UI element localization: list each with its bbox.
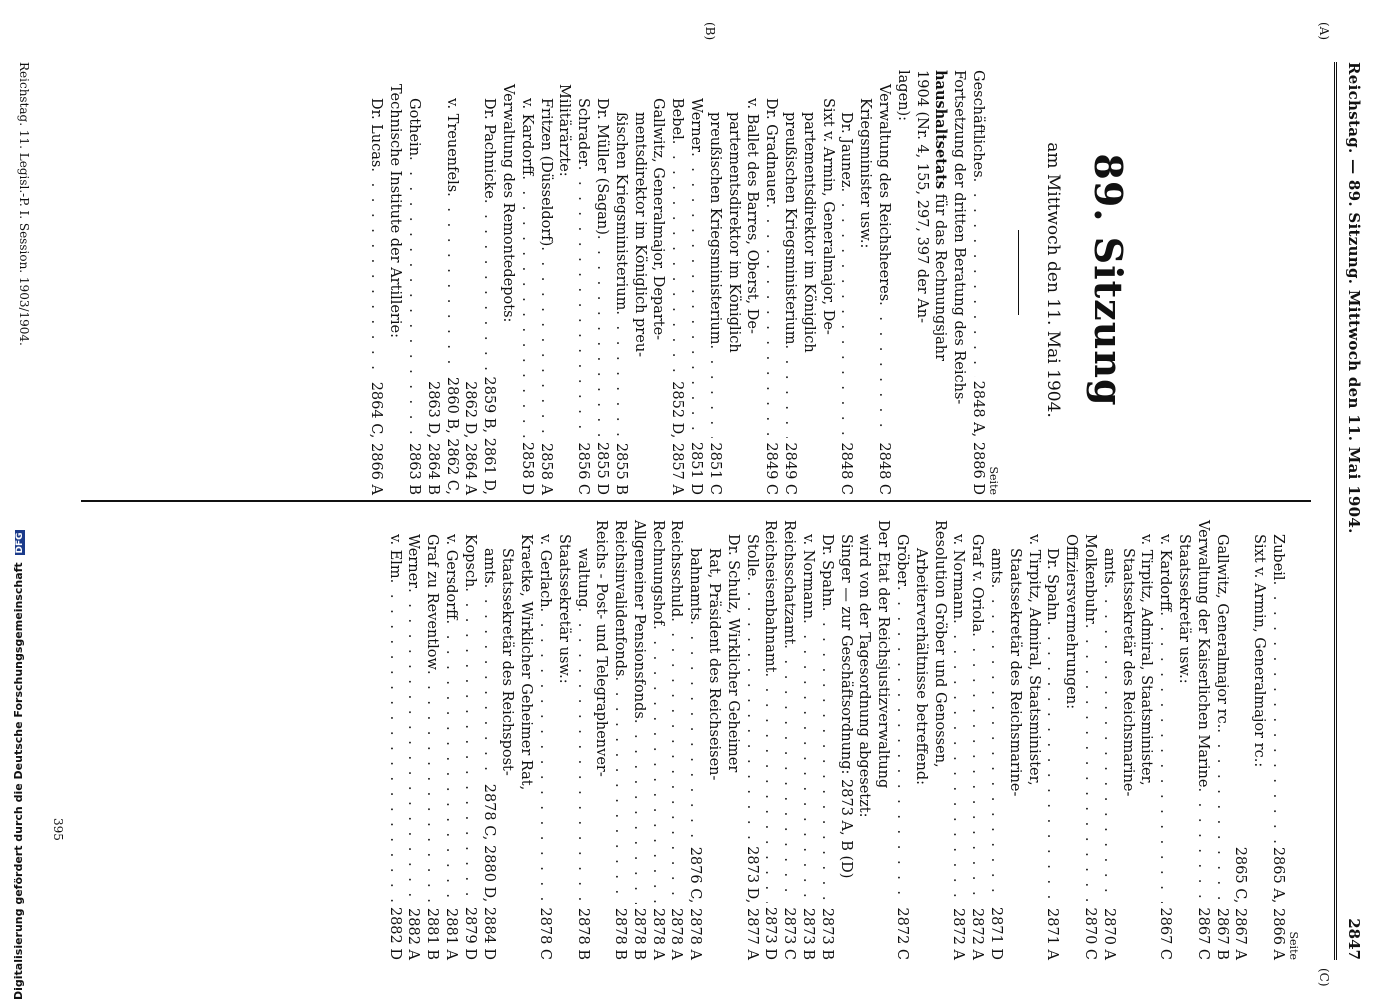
dot-leader [442,192,461,373]
dot-leader [1043,621,1062,904]
entry-label: Dr. Spahn [818,534,835,607]
entry-label: Gothein [406,98,423,157]
entry-label: Dr. Schulz, Wirklicher Geheimer [724,534,741,773]
footer-signature: Reichstag. 11. Legisl.-P. I. Session. 1903/1904. [17,62,31,346]
page-reference: 2878 C [536,907,553,960]
page-reference: 2878 B [574,907,591,960]
entry-label: Staatssekretär des Reichspost- [499,548,516,776]
index-entry [630,70,649,495]
index-entry [441,520,460,960]
entry-label: Gallwitz, Generalmajor, Departe- [650,98,667,341]
dot-leader [422,670,441,904]
dot-leader [742,576,761,842]
index-entry [855,70,874,495]
dot-leader [837,188,856,439]
index-entry [968,70,987,495]
page-reference: 2865 C, 2867 A [1232,846,1249,960]
page-reference: 2855 B [612,442,629,495]
left-entries [367,70,987,495]
entry-label: Rechnungshof [649,520,666,626]
page-reference: 2849 C [782,442,799,495]
entry-label: Singer — zur Geschäftsordnung: 2873 A, B (D) [837,534,854,879]
index-entry [837,70,856,495]
page-reference: 2859 B, 2861 D, [481,376,498,495]
dot-leader [535,608,554,904]
index-entry [573,520,592,960]
page-reference: 2862 D, 2864 A [462,381,479,495]
index-entry [892,520,911,960]
entry-label: wird von der Tagesordnung abgesetzt: [856,534,873,818]
index-entry [911,520,930,960]
entry-label: v. Tirpitz, Admiral, Staatsminister, [1138,534,1155,786]
index-entry [610,520,629,960]
index-entry [386,70,405,495]
dot-leader [761,203,780,438]
index-entry [611,70,630,495]
index-entry [799,70,818,495]
dot-leader [967,632,986,904]
page-reference: 2864 C, 2866 A [368,381,385,495]
dot-leader [761,672,780,902]
index-entry [855,520,874,960]
dot-leader [404,156,423,439]
index-entry [893,70,912,495]
dot-leader [874,301,893,438]
index-entry [385,520,404,960]
index-entry [798,520,817,960]
index-entry [705,70,724,495]
dot-leader [986,584,1005,903]
page-reference: 2871 A [1044,908,1061,960]
page-reference: 2870 A [1100,908,1117,960]
index-entry [1043,520,1062,960]
page-reference: 2882 A [405,908,422,960]
index-entry [761,70,780,495]
index-entry [1174,520,1193,960]
index-entry [1137,520,1156,960]
index-entry [404,520,423,960]
index-entry [555,70,574,495]
page-reference: 2873 B [818,907,835,960]
index-entry [535,520,554,960]
page-reference: 2873 D [762,906,779,960]
index-entry [779,520,798,960]
dot-leader [667,140,686,377]
entry-label: Gröber [894,534,911,587]
title-rule [1018,230,1019,315]
dfg-note: Digitalisierung gefördert durch die Deutsche Forschungsgemeinschaft [12,562,25,1000]
dot-leader [404,588,423,904]
index-entry [516,520,535,960]
page-reference: 2865 A, 2866 A [1270,846,1286,960]
page-reference: 2856 C [575,442,592,495]
entry-label: Staatssekretär des Reichsmarine- [1119,548,1136,797]
index-entry [780,70,799,495]
dot-leader [779,644,798,903]
entry-label: ßischen Kriegsministerium [612,112,629,311]
index-entry [648,520,667,960]
page-reference: 2863 B [406,442,423,495]
margin-marker-c: (C) [1317,968,1331,987]
dot-leader [479,584,498,780]
session-date: am Mittwoch den 11. Mai 1904. [1043,142,1063,418]
index-entry [704,520,723,960]
dot-leader [686,152,705,438]
index-entry [742,520,761,960]
page-reference: 2871 D [988,906,1005,960]
index-entry [1193,520,1212,960]
index-entry [667,70,686,495]
entry-label: mentsdirektor im Königlich preu- [631,112,648,358]
index-entry [949,70,968,495]
entry-label: Rat, Präsident des Reichseisen- [706,548,723,781]
entry-label: v. Kardorff [1157,534,1174,612]
index-entry [498,520,517,960]
entry-label: Dr. Jaunez [838,112,855,188]
index-entry [536,70,555,495]
dot-leader [573,607,592,903]
index-entry [592,70,611,495]
entry-label: Technische Institute der Artillerie: [387,84,404,338]
dot-leader [1268,581,1287,843]
page-reference: 2863 D, 2864 B [424,380,441,495]
index-entry [930,520,949,960]
seite-label: Seite [987,466,1000,495]
page-reference: 2849 C [763,442,780,495]
entry-label: Werner [688,98,705,153]
entry-label: Verwaltung des Reichsheeres [876,84,893,302]
entry-label: Fritzen (Düsseldorf) [537,98,554,247]
dot-leader [798,619,817,904]
page-reference: 2852 D, 2857 A [669,381,686,495]
dot-leader [705,344,724,438]
entry-label: Geschäftliches [970,70,986,178]
index-entry [667,520,686,960]
entry-label: Arbeiterverhältnisse betreffend: [912,548,929,786]
entry-label: Resolution Gröber und Genossen, [931,520,948,768]
page-reference: 2881 A [442,908,459,960]
page-reference: 2867 C [1157,907,1174,960]
entry-label: v. Treuenfels [443,98,460,193]
dot-leader [686,620,705,842]
page-reference: 2879 D [461,906,478,960]
dot-leader [629,719,648,904]
index-entry [460,520,479,960]
page-reference: 2851 C [706,442,723,495]
dot-leader [968,178,987,377]
index-entry [1231,520,1250,960]
entry-label: Dr. Gradnauer [763,98,780,204]
index-entry [967,520,986,960]
dot-leader [517,175,536,438]
index-entry [1024,520,1043,960]
entry-label: Dr. Müller (Sagan) [594,98,611,235]
index-entry [1080,520,1099,960]
page-reference: 2872 C [894,907,911,960]
page-reference: 2858 A [537,443,554,495]
dot-leader [1155,611,1174,903]
index-entry [949,520,968,960]
entry-label: Werner [405,534,422,589]
entry-label: Kopsch [461,534,478,588]
entry-label: v. Kardorff [518,98,535,176]
page-reference: 2882 D [386,906,403,960]
entry-label: Offiziersvermehrungen: [1063,534,1080,710]
page-reference: 2858 D [518,441,535,495]
index-entry [723,520,742,960]
index-entry [1118,520,1137,960]
right-column [385,520,1299,960]
index-entry [1249,520,1268,960]
entry-label: Schrader [575,98,592,166]
entry-label: haushaltsetats für das Rechnungsjahr [932,70,950,362]
entry-label: amts [480,548,497,584]
page-reference: 2873 D, 2877 A [743,846,760,960]
index-entry [836,520,855,960]
index-entry [423,70,442,495]
index-entry [1099,520,1118,960]
page-reference: 2848 C [876,442,893,495]
index-entry [404,70,423,495]
index-entry [479,70,498,495]
index-entry [517,70,536,495]
dot-leader [667,617,686,904]
entry-label: Graf v. Oriola [969,534,986,633]
index-entry [498,70,517,495]
entry-label: Der Etat der Reichsjustizverwaltung [875,520,892,789]
entry-label: partementsdirektor im Königlich [725,112,742,353]
page-reference: 2848 C [838,442,855,495]
dot-leader [385,579,404,903]
page-reference: 2873 C [781,907,798,960]
index-entry [1212,520,1231,960]
page-reference: 2881 B [424,907,441,960]
index-entry [686,70,705,495]
index-entry [592,520,611,960]
entry-label: Reichs - Post- und Telegraphenver- [593,520,610,777]
running-title: Reichstag. — 89. Sitzung. Mittwoch den 11. Mai 1904. [1345,62,1363,534]
header-rule [1334,62,1337,960]
margin-marker-a: (A) [1317,22,1331,41]
entry-label: Sixt v. Armin, Generalmajor rc.: [1251,534,1268,768]
right-entries [385,520,1287,960]
entry-label: Verwaltung des Remontedepots: [500,84,517,323]
entry-label: Allgemeiner Pensionsfonds [630,520,647,719]
entry-label: v. Tirpitz, Admiral, Staatsminister, [1025,534,1042,786]
index-entry [1061,520,1080,960]
dot-leader [536,246,555,439]
margin-marker-b: (B) [703,22,717,41]
index-entry [367,70,386,495]
dot-leader [1099,584,1118,904]
index-entry [931,70,950,495]
index-entry [629,520,648,960]
entry-label: Sixt v. Armin, Generalmajor, De- [819,98,836,335]
page-reference: 2870 C [1082,907,1099,960]
index-entry [573,70,592,495]
dot-leader [892,586,911,903]
entry-label: partementsdirektor im Königlich [800,112,817,353]
entry-label: v. Normann [800,534,817,620]
index-entry [817,520,836,960]
dot-leader [479,199,498,373]
entry-label: Dr. Pachnicke [481,98,498,199]
index-entry [554,520,573,960]
index-entry [761,520,780,960]
dot-leader [780,344,799,438]
entry-label: amts [988,548,1005,584]
entry-label: Kraetke, Wirklicher Geheimer Rat, [518,534,535,791]
entry-label: Bebel [669,98,686,140]
index-entry [743,70,762,495]
index-entry [1268,520,1287,960]
page-reference: 2867 B [1213,907,1230,960]
page-reference: 2867 C [1194,907,1211,960]
page-number: 2847 [1345,918,1363,960]
entry-label: Zubeil [1270,534,1286,581]
entry-label: Militärärzte: [556,84,573,177]
dot-leader [573,166,592,439]
entry-label: Kriegsminister usw.: [857,98,874,249]
page-reference: 2851 D [688,441,705,495]
dot-leader [1193,787,1212,903]
entry-label: Gallwitz, Generalmajor rc. [1213,534,1230,729]
index-entry [724,70,743,495]
page-reference: 2873 B [800,907,817,960]
index-entry [873,520,892,960]
index-entry [986,520,1005,960]
entry-label: Reichsschuld [668,520,685,618]
entry-label: Reichsinvalidenfonds [612,520,629,677]
entry-label: lagen): [894,70,911,122]
entry-label: waltung [574,548,591,608]
seite-label-right: Seite [1287,931,1300,960]
entry-label: Graf zu Reventlow [424,534,441,670]
dfg-logo: DFG [15,532,25,554]
dot-leader [1212,728,1231,903]
entry-label: Verwaltung der Kaiserlichen Marine [1194,520,1211,788]
page-reference: 2855 D [594,441,611,495]
page-reference: 2876 C, 2878 A [687,846,704,960]
entry-label: v. Normann [950,534,967,620]
index-entry [442,70,461,495]
page-reference: 2878 A [649,908,666,960]
dot-leader [441,619,460,904]
entry-label: Fortsetzung der dritten Beratung des Reichs- [951,70,968,405]
dot-leader [460,587,479,903]
entry-label: v. Gersdorff [442,534,459,620]
dot-leader [949,619,968,904]
index-entry [422,520,441,960]
dot-leader [817,607,836,904]
entry-label: v. Gerlach [536,534,553,608]
index-entry [1155,520,1174,960]
dot-leader [648,625,667,904]
entry-label: v. Ballet des Barres, Oberst, De- [744,98,761,334]
entry-label: Dr. Lucas [368,98,385,168]
index-entry [912,70,931,495]
entry-label: preußischen Kriegsministerium [706,112,723,345]
page-reference: 2872 A [950,908,967,960]
page-reference: 2878 C, 2880 D, 2884 D [480,783,497,960]
entry-label: amts [1100,548,1117,584]
index-entry [818,70,837,495]
entry-label: Reichsschatzamt [781,520,798,645]
left-column [367,70,999,495]
index-entry [874,70,893,495]
page-reference: 2878 A [668,908,685,960]
dot-leader [592,235,611,438]
entry-label: bahnamts [687,548,704,621]
page-reference: 2848 A, 2886 D [970,380,986,495]
entry-label: Molkenbuhr [1082,534,1099,624]
session-title: 89. Sitzung [1086,153,1131,407]
entry-label: Stolle [743,534,760,577]
index-entry [479,520,498,960]
page-reference: 2860 B, 2862 C, [443,376,460,495]
column-separator [81,500,1311,502]
page-reference: 2878 B [630,907,647,960]
entry-label: Staatssekretär des Reichsmarine- [1006,548,1023,797]
entry-label: Reichseisenbahnamt [762,520,779,673]
index-entry [649,70,668,495]
side-note-text [12,530,25,1000]
index-entry [686,520,705,960]
dot-leader [610,676,629,903]
dot-leader [611,310,630,439]
index-entry [461,70,480,495]
entry-label: Staatssekretär usw.: [1176,534,1193,684]
entry-label: preußischen Kriegsministerium [782,112,799,345]
entry-label: Staatssekretär usw.: [555,534,572,684]
sheet-number: 395 [51,818,65,841]
page-reference: 2872 A [969,908,986,960]
index-entry [1005,520,1024,960]
entry-label: v. Elm [386,534,403,579]
page-reference: 2878 B [612,907,629,960]
dot-leader [367,167,386,377]
entry-label: 1904 (Nr. 4, 155, 297, 397 der An- [913,70,930,324]
dot-leader [1080,624,1099,904]
entry-label: Dr. Spahn [1044,548,1061,621]
